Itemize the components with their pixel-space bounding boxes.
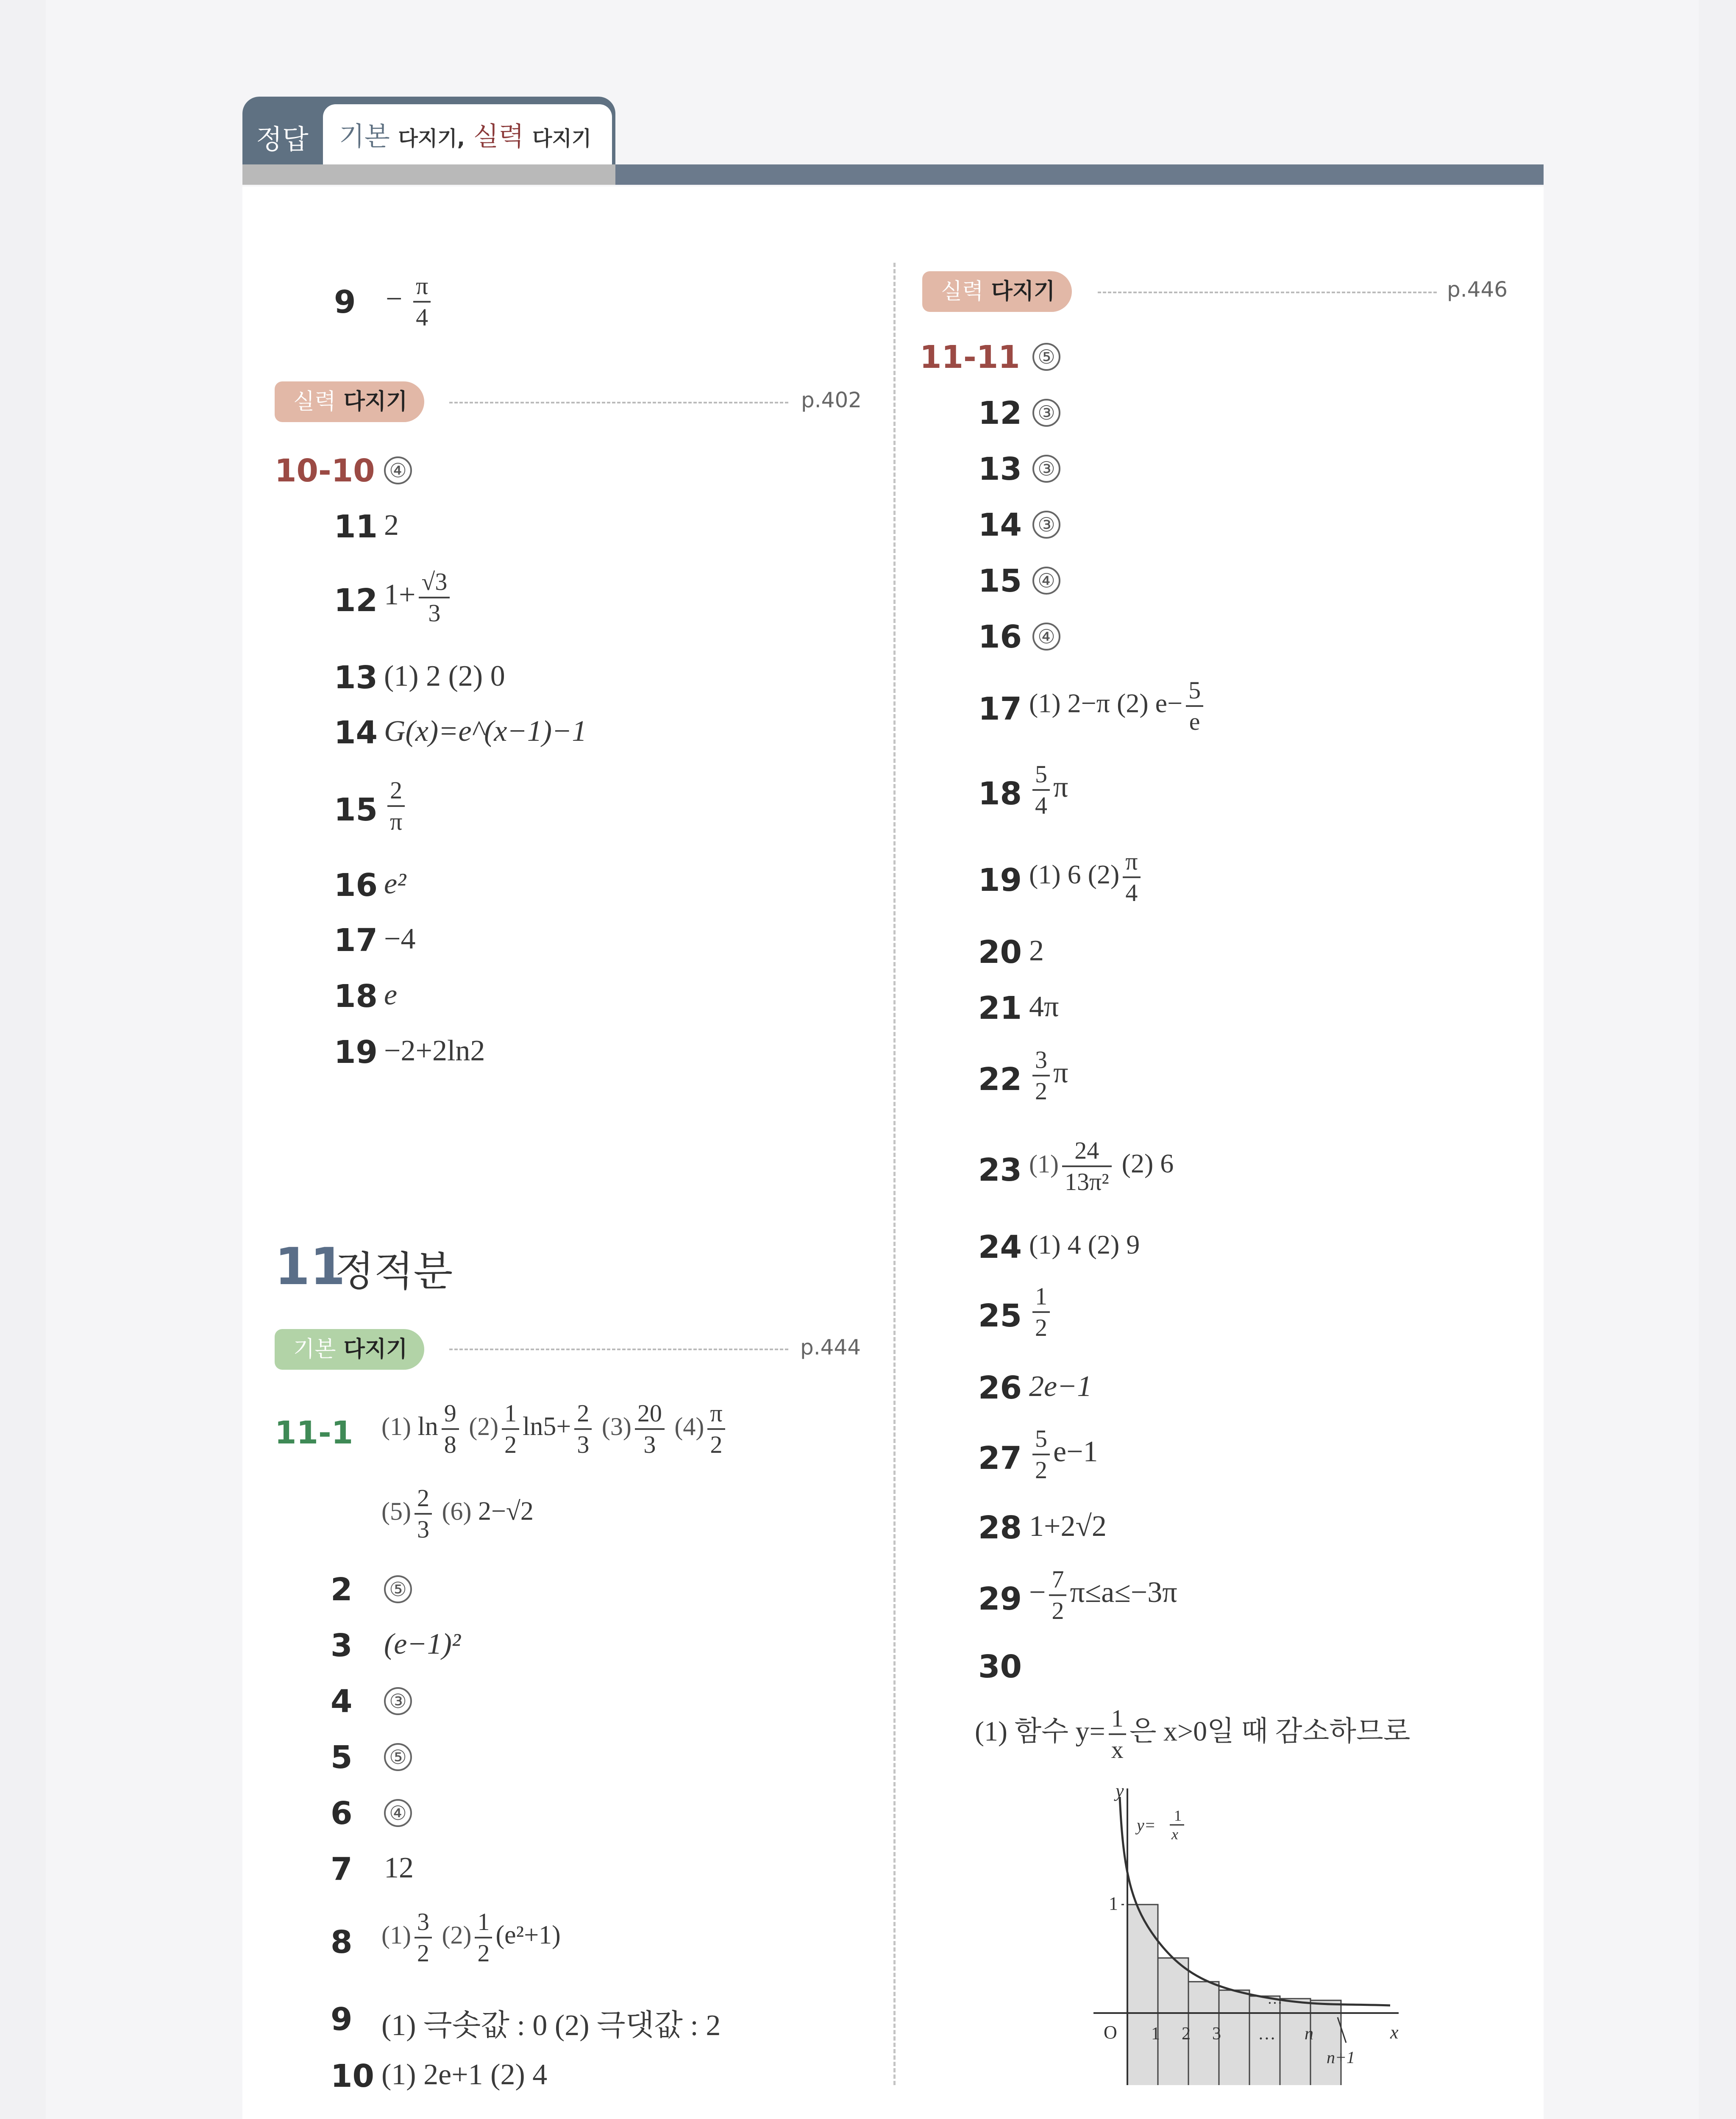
- fraction: [1186, 676, 1203, 737]
- curve-label: y=: [1137, 1816, 1156, 1835]
- fraction: [1032, 759, 1050, 820]
- fraction: [1032, 1282, 1050, 1343]
- choice-circle: ③: [1032, 399, 1060, 427]
- x-tick-label: n: [1305, 2024, 1313, 2044]
- answer: [381, 1907, 561, 1968]
- numerator: π: [707, 1399, 725, 1430]
- x-tick-label: 3: [1212, 2024, 1221, 2044]
- choice-circle: ③: [1032, 455, 1060, 483]
- part-label: (2): [442, 1921, 472, 1949]
- item-number: 17: [978, 691, 1022, 727]
- header-title-b: 실력: [473, 121, 524, 152]
- answer: [1029, 847, 1144, 908]
- answer: [1029, 1045, 1068, 1106]
- choice-circle: ③: [1032, 511, 1060, 539]
- numerator: 2: [415, 1483, 432, 1515]
- denominator: 2: [1052, 1597, 1064, 1624]
- answer: e²: [384, 868, 406, 900]
- numerator: 24: [1062, 1136, 1112, 1167]
- part-label: (5): [381, 1497, 411, 1526]
- choice-circle: ④: [1032, 567, 1060, 595]
- part-label: (1): [1029, 1150, 1059, 1178]
- choice-circle: ③: [384, 1687, 412, 1715]
- item-number: 12: [978, 395, 1022, 431]
- item-number: 16: [334, 867, 378, 904]
- item-number: 12: [334, 582, 378, 619]
- denominator: 2: [417, 1939, 429, 1967]
- page-reference: p.444: [800, 1335, 861, 1360]
- denominator: 2: [710, 1431, 723, 1458]
- item-number: 20: [978, 934, 1022, 971]
- answer-text: π: [1053, 1057, 1068, 1090]
- answer-prefix: 1+: [384, 578, 416, 612]
- x-tick-label: 1: [1151, 2024, 1160, 2044]
- item-number: 18: [334, 978, 378, 1015]
- denominator: 3: [428, 599, 441, 627]
- answer: e: [384, 979, 398, 1011]
- answer: [1032, 617, 1060, 651]
- answer-text: e−1: [1053, 1435, 1098, 1468]
- numerator: √3: [419, 567, 450, 598]
- answer: (1) 2e+1 (2) 4: [381, 2058, 548, 2091]
- answer-text: (1) 6 (2): [1029, 859, 1120, 890]
- curve-label-num: 1: [1174, 1807, 1182, 1824]
- answer: [384, 567, 453, 628]
- part-label: (2): [469, 1413, 499, 1441]
- badge-white-text: 실력: [941, 279, 984, 304]
- answer: [386, 271, 434, 332]
- fraction: [1032, 1045, 1050, 1106]
- item-number: 30: [978, 1649, 1022, 1685]
- answer: [384, 776, 408, 837]
- choice-circle: ⑤: [384, 1743, 412, 1771]
- origin-label: O: [1104, 2022, 1117, 2043]
- part-label: (6): [442, 1497, 472, 1526]
- fraction: [415, 1483, 432, 1544]
- answer: 2e−1: [1029, 1370, 1092, 1403]
- item-number: 6: [331, 1795, 353, 1832]
- part-label: (1): [381, 1921, 411, 1949]
- section-badge-gibon: [275, 1329, 424, 1370]
- answer-text: 2−√2: [478, 1497, 534, 1526]
- choice-circle: ④: [384, 456, 412, 484]
- answer: [1029, 1136, 1174, 1197]
- answer: [1029, 1565, 1177, 1626]
- fraction: [707, 1399, 725, 1460]
- item-number: 18: [978, 776, 1022, 812]
- x-axis-label: x: [1390, 2022, 1399, 2043]
- answer: [1032, 393, 1060, 427]
- answer: 1+2√2: [1029, 1510, 1107, 1543]
- item-number: 4: [331, 1683, 353, 1720]
- answer: 2: [1029, 934, 1044, 967]
- numerator: 3: [1032, 1045, 1050, 1076]
- part-label: (4): [674, 1413, 704, 1441]
- column-divider: [893, 263, 896, 2085]
- dashed-leader: [449, 402, 788, 403]
- answer-text: ln5+: [523, 1412, 571, 1441]
- denominator: 4: [416, 303, 428, 331]
- numerator: 1: [502, 1399, 519, 1430]
- fraction: [1049, 1565, 1066, 1626]
- answer: [1029, 676, 1207, 737]
- item-number: 11-11: [920, 339, 1020, 375]
- header-title: [339, 115, 591, 153]
- section-badge-silryeok: [922, 271, 1072, 312]
- answer: [975, 1704, 1410, 1765]
- item-number: 19: [334, 1034, 378, 1071]
- denominator: 3: [643, 1431, 656, 1458]
- header-title-b-small: 다지기: [532, 127, 592, 150]
- item-number: 13: [334, 659, 378, 696]
- answer-text: (2) 6: [1121, 1148, 1174, 1179]
- answer: (1) 4 (2) 9: [1029, 1229, 1140, 1260]
- header-label: 정답: [256, 124, 309, 156]
- answer: [1032, 337, 1060, 371]
- y-one-label: 1: [1109, 1893, 1118, 1914]
- answer: −4: [384, 923, 416, 955]
- answer-text: ln: [417, 1412, 438, 1441]
- numerator: 1: [475, 1907, 492, 1938]
- item-number: 25: [978, 1298, 1022, 1334]
- numerator: 7: [1049, 1565, 1066, 1596]
- numerator: 20: [635, 1399, 665, 1430]
- numerator: 5: [1186, 676, 1203, 707]
- fraction: [387, 776, 405, 837]
- item-number: 14: [334, 715, 378, 751]
- item-number: 23: [978, 1152, 1022, 1188]
- fraction: [442, 1399, 459, 1460]
- answer-sign: −: [386, 283, 403, 316]
- item-number: 21: [978, 990, 1022, 1026]
- answer: [381, 1399, 729, 1460]
- item-number: 15: [334, 792, 378, 828]
- denominator: 2: [504, 1431, 517, 1458]
- item-number: 24: [978, 1229, 1022, 1265]
- fraction: [1062, 1136, 1112, 1197]
- dashed-leader: [1098, 292, 1437, 293]
- denominator: 3: [417, 1516, 429, 1543]
- chapter-number: 11: [275, 1237, 345, 1296]
- answer-text: −: [1029, 1576, 1046, 1609]
- answer: 4π: [1029, 990, 1059, 1023]
- badge-white-text: 기본: [293, 1337, 336, 1362]
- fraction: [419, 567, 450, 628]
- bar-ellipsis: …: [1267, 1990, 1283, 2007]
- answer: [381, 1483, 534, 1544]
- numerator: 5: [1032, 1424, 1050, 1455]
- badge-dark-text: 다지기: [343, 389, 408, 414]
- denominator: π: [390, 808, 403, 835]
- fraction: [635, 1399, 665, 1460]
- badge-dark-text: 다지기: [991, 279, 1055, 304]
- item-number: 13: [978, 451, 1022, 487]
- answer: [1029, 759, 1068, 820]
- n-plus-1-label: n+1: [1327, 2048, 1355, 2067]
- item-number: 19: [978, 862, 1022, 898]
- item-number: 8: [331, 1924, 353, 1960]
- numerator: 2: [574, 1399, 592, 1430]
- fraction: [1109, 1704, 1126, 1765]
- chapter-title: 정적분: [335, 1248, 453, 1295]
- answer: [384, 1794, 412, 1827]
- part-label: (1): [381, 1413, 411, 1441]
- denominator: e: [1189, 708, 1200, 735]
- item-number: 9: [334, 284, 356, 320]
- answer: G(x)=e^(x−1)−1: [384, 715, 587, 748]
- dashed-leader: [449, 1349, 788, 1350]
- answer: 2: [384, 509, 399, 542]
- item-number: 11-1: [275, 1415, 353, 1451]
- item-number: 9: [331, 2001, 353, 2038]
- denominator: 2: [1035, 1314, 1047, 1341]
- answer-text: (1) 2−π (2) e−: [1029, 688, 1183, 718]
- item-number: 26: [978, 1370, 1022, 1406]
- item-number: 15: [978, 563, 1022, 599]
- item-number: 17: [334, 922, 378, 959]
- item-number: 11: [334, 509, 378, 545]
- y-axis-label: y: [1116, 1780, 1124, 1801]
- answer: [1032, 449, 1060, 483]
- answer: [384, 1738, 412, 1771]
- answer: 12: [384, 1852, 414, 1884]
- graph-bar: [1158, 1958, 1188, 2085]
- answer: [384, 451, 412, 485]
- answer: [1032, 561, 1060, 595]
- numerator: 1: [1032, 1282, 1050, 1313]
- numerator: π: [1123, 847, 1140, 878]
- item-number: 5: [331, 1739, 353, 1776]
- numerator: 2: [387, 776, 405, 807]
- x-tick-label: 2: [1182, 2024, 1191, 2044]
- denominator: 8: [444, 1431, 456, 1458]
- answer: [1032, 505, 1060, 539]
- item-number: 10-10: [275, 453, 375, 489]
- fraction: [1123, 847, 1140, 908]
- answer: [1029, 1424, 1098, 1485]
- fraction: [1032, 1424, 1050, 1485]
- item-number: 14: [978, 507, 1022, 543]
- fraction: [413, 271, 431, 332]
- item-number: 29: [978, 1581, 1022, 1617]
- item-number: 7: [331, 1851, 353, 1888]
- graph-bar: [1127, 1905, 1158, 2085]
- graph-bar: [1219, 1990, 1249, 2085]
- page-reference: p.402: [801, 388, 862, 412]
- section-badge-silryeok: [275, 381, 424, 422]
- numerator: π: [413, 271, 431, 303]
- answer-text: (e²+1): [495, 1921, 561, 1950]
- numerator: 3: [415, 1907, 432, 1938]
- answer: [384, 1570, 412, 1604]
- denominator: 4: [1035, 792, 1047, 819]
- numerator: 1: [1109, 1704, 1126, 1735]
- choice-circle: ⑤: [1032, 343, 1060, 371]
- choice-circle: ⑤: [384, 1575, 412, 1603]
- numerator: 9: [442, 1399, 459, 1430]
- part-label: (3): [601, 1413, 632, 1441]
- denominator: 2: [477, 1939, 490, 1967]
- fraction: [502, 1399, 519, 1460]
- answer: (e−1)²: [384, 1628, 461, 1660]
- denominator: 2: [1035, 1077, 1047, 1105]
- answer: −2+2ln2: [384, 1034, 485, 1067]
- badge-dark-text: 다지기: [343, 1337, 408, 1362]
- answer: (1) 2 (2) 0: [384, 660, 505, 692]
- page-reference: p.446: [1447, 277, 1508, 302]
- badge-white-text: 실력: [293, 389, 336, 414]
- header-title-a-small: 다지기,: [398, 127, 465, 150]
- denominator: 2: [1035, 1456, 1047, 1484]
- riemann-sum-graph: [1085, 1780, 1424, 2085]
- curve-label-den: x: [1171, 1826, 1178, 1843]
- denominator: 4: [1125, 879, 1138, 907]
- choice-circle: ④: [384, 1799, 412, 1827]
- fraction: [415, 1907, 432, 1968]
- answer-text: π: [1053, 771, 1068, 804]
- answer: [384, 1682, 412, 1716]
- numerator: 5: [1032, 759, 1050, 791]
- item-number: 10: [331, 2058, 374, 2094]
- denominator: 3: [577, 1431, 590, 1458]
- x-tick-label: …: [1258, 2024, 1276, 2044]
- item-number: 16: [978, 619, 1022, 655]
- denominator: x: [1111, 1736, 1124, 1763]
- item-number: 27: [978, 1440, 1022, 1477]
- answer: (1) 극솟값 : 0 (2) 극댓값 : 2: [381, 2009, 721, 2042]
- fraction: [475, 1907, 492, 1968]
- header-bar: [242, 164, 1544, 185]
- denominator: 13π²: [1064, 1168, 1109, 1196]
- answer-text: 은 x>0일 때 감소하므로: [1129, 1716, 1410, 1747]
- item-number: 2: [331, 1571, 353, 1608]
- header-title-a: 기본: [339, 121, 390, 152]
- answer-text: (1) 함수 y=: [975, 1716, 1105, 1747]
- answer: [1029, 1282, 1053, 1343]
- item-number: 22: [978, 1061, 1022, 1098]
- fraction: [574, 1399, 592, 1460]
- answer-text: π≤a≤−3π: [1070, 1576, 1177, 1609]
- item-number: 3: [331, 1627, 353, 1664]
- choice-circle: ④: [1032, 623, 1060, 651]
- item-number: 28: [978, 1510, 1022, 1546]
